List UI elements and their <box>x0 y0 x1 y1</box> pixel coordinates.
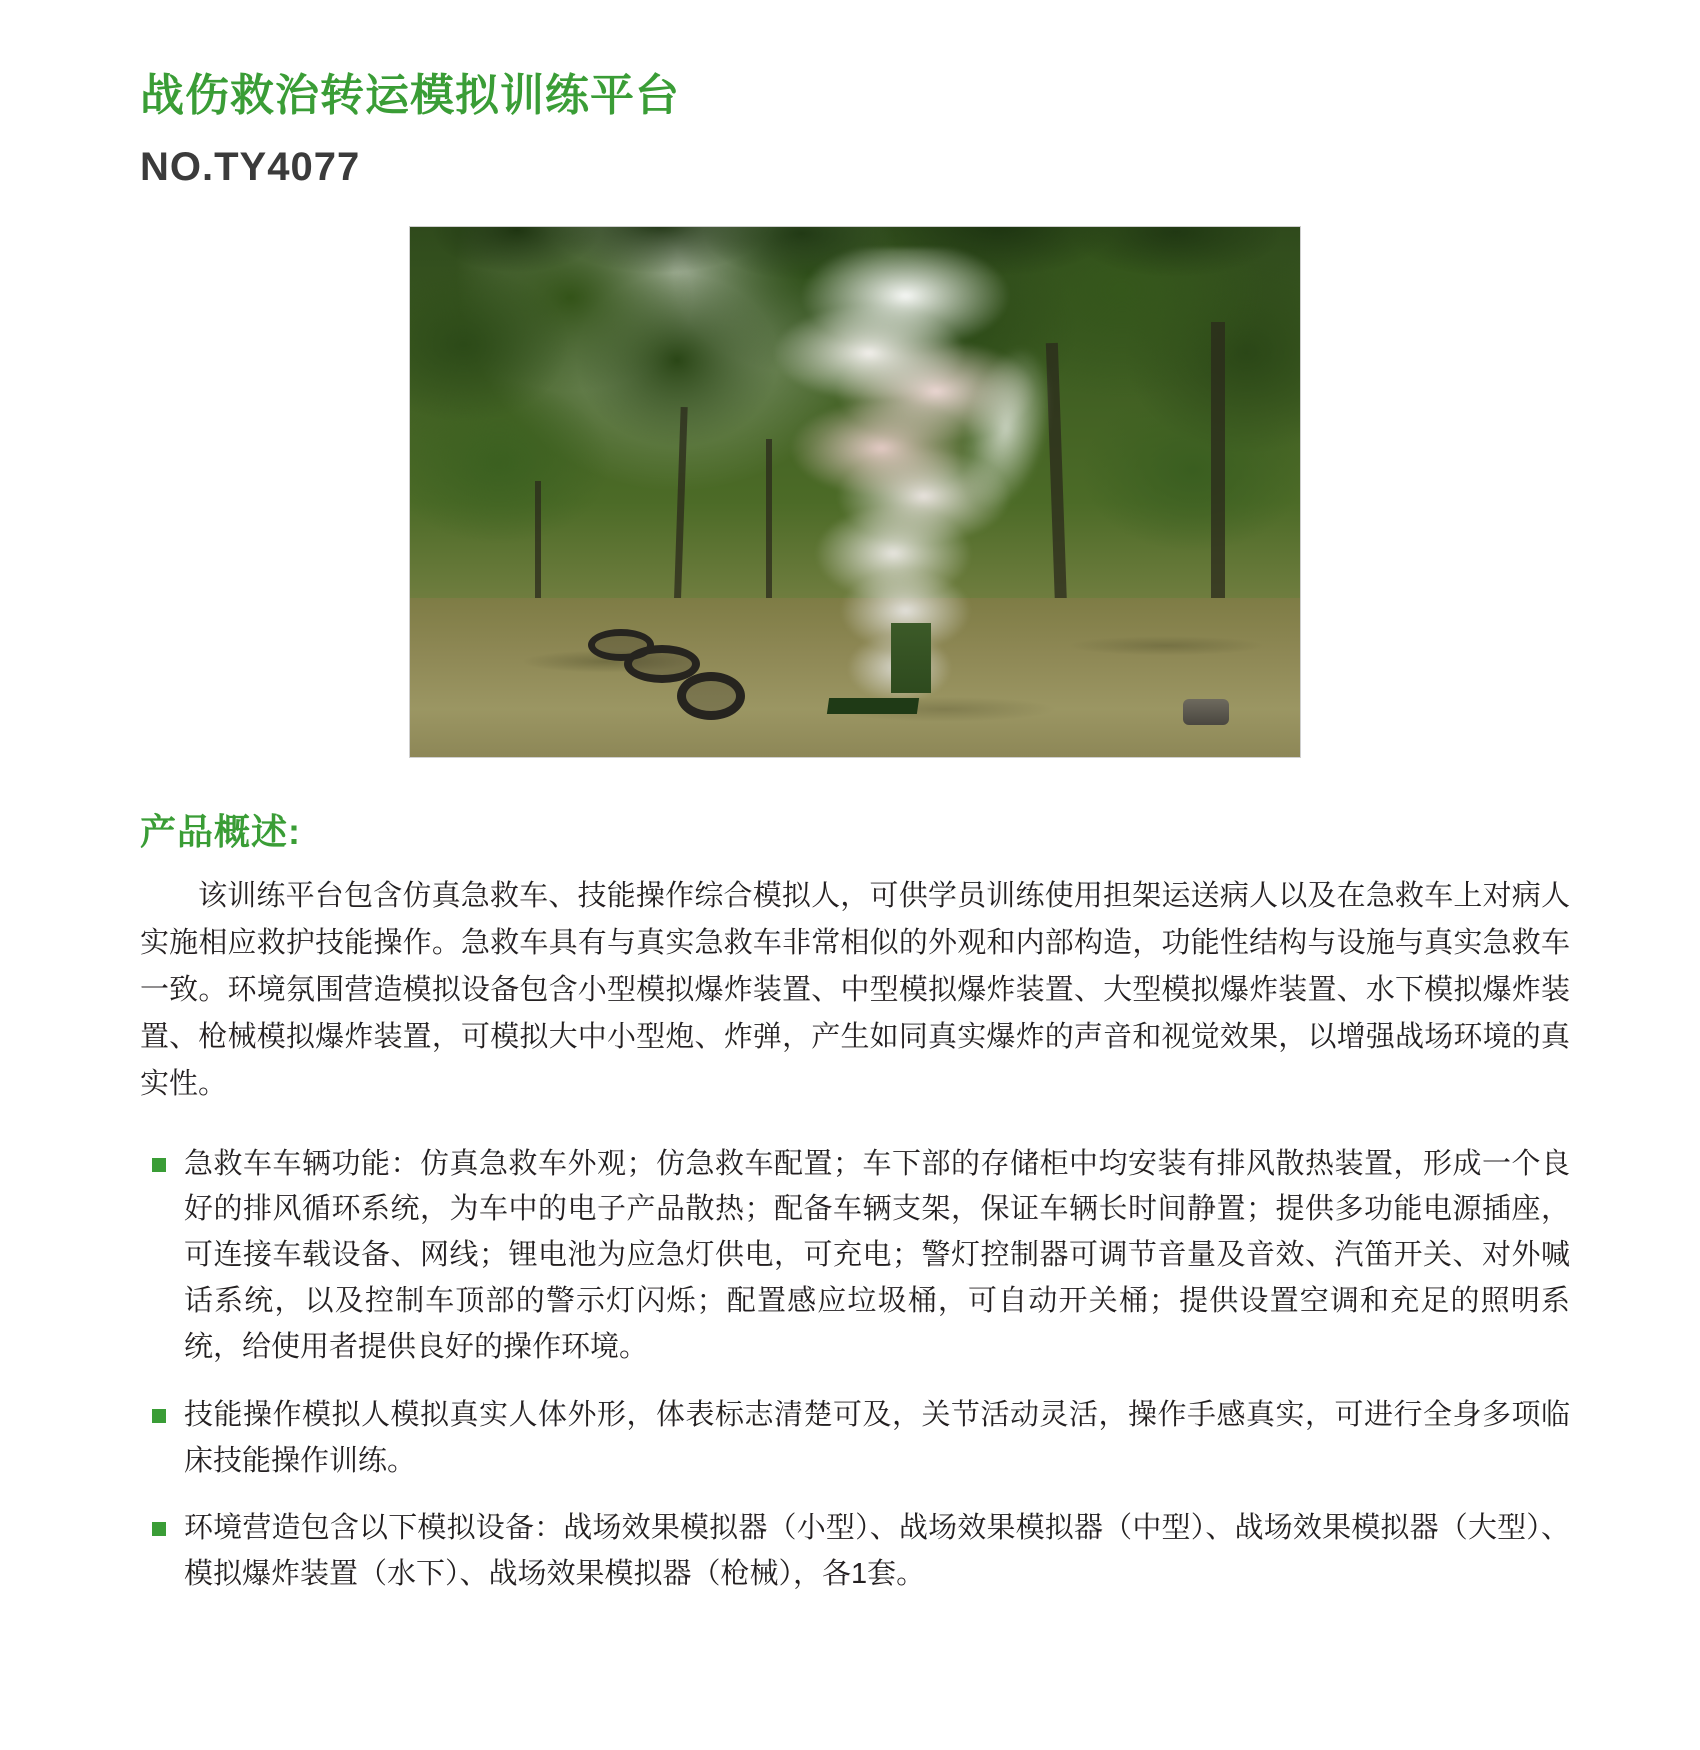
list-item <box>140 1506 1570 1598</box>
list-item-text: 急救车车辆功能：仿真急救车外观；仿急救车配置；车下部的存储柜中均安装有排风散热装置，形成一个良好的排风循环系统，为车中的电子产品散热；配备车辆支架，保证车辆长时间静置；提供多功能电源插座，可连接车载设备、网线；锂电池为应急灯供电，可充电；警灯控制器可调节音量及音效、汽笛开关、对外喊话系统，以及控制车顶部的警示灯闪烁；配置感应垃圾桶，可自动开关桶；提供设置空调和充足的照明系统，给使用者提供良好的操作环境。 <box>184 1147 1570 1363</box>
photo-device-base <box>827 698 919 714</box>
list-item-text: 技能操作模拟人模拟真实人体外形，体表标志清楚可及，关节活动灵活，操作手感真实，可进行全身多项临床技能操作训练。 <box>184 1398 1570 1477</box>
square-bullet-icon <box>152 1158 166 1172</box>
overview-heading: 产品概述: <box>140 810 301 852</box>
photo-pipe-prop <box>1183 699 1229 725</box>
photo-tire <box>677 672 745 720</box>
list-item <box>140 1142 1570 1371</box>
explosion-effect-photo <box>409 226 1301 758</box>
photo-simulated-explosion-device <box>891 623 931 693</box>
square-bullet-icon <box>152 1522 166 1536</box>
square-bullet-icon <box>152 1409 166 1423</box>
page-title: 战伤救治转运模拟训练平台 <box>140 71 680 120</box>
feature-list <box>140 1142 1570 1598</box>
model-number: NO.TY4077 <box>140 144 361 189</box>
list-item <box>140 1393 1570 1485</box>
product-figure <box>140 226 1570 758</box>
list-item-text: 环境营造包含以下模拟设备：战场效果模拟器（小型）、战场效果模拟器（中型）、战场效果模拟器（大型）、模拟爆炸装置（水下）、战场效果模拟器（枪械），各1套。 <box>184 1512 1570 1591</box>
overview-paragraph: 该训练平台包含仿真急救车、技能操作综合模拟人，可供学员训练使用担架运送病人以及在急救车上对病人实施相应救护技能操作。急救车具有与真实急救车非常相似的外观和内部构造，功能性结构与设施与真实急救车一致。环境氛围营造模拟设备包含小型模拟爆炸装置、中型模拟爆炸装置、大型模拟爆炸装置、水下模拟爆炸装置、枪械模拟爆炸装置，可模拟大中小型炮、炸弹，产生如同真实爆炸的声音和视觉效果，以增强战场环境的真实性。 <box>140 879 1570 1100</box>
